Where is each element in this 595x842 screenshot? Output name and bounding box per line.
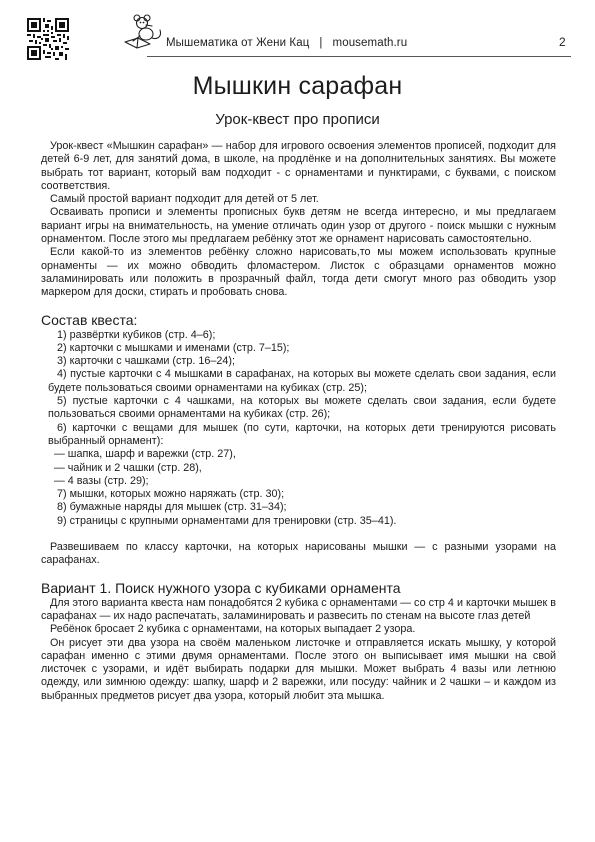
variant1-heading: Вариант 1. Поиск нужного узора с кубиками орнамента [41,579,401,596]
page-number: 2 [559,35,566,49]
page-subtitle: Урок-квест про прописи [215,111,380,128]
intro-paragraph: Если какой-то из элементов ребёнку сложно нарисовать,то мы можем использовать крупные орнаменты — их можно обводить фломастером. Листок с образцами орнаментов можно заламинировать или положить в прозрачный файл, тогда дети смогут много раз обводить узор маркером для доски, стирать и пробовать снова. [41,246,556,299]
header-separator: | [319,37,323,49]
variant1-paragraph: Ребёнок бросает 2 кубика с орнаментами, на которых выпадает 2 узора. [50,623,416,636]
sub-list-item: — 4 вазы (стр. 29); [54,474,149,487]
list-item: 1) развёртки кубиков (стр. 4–6); [57,328,216,341]
variant1-paragraph: Для этого варианта квеста нам понадобятся 2 кубика с орнаментами — со стр 4 и карточки мышек в сарафанах — их надо распечатать, заламинировать и развесить по стенам на высоте глаз детей [41,596,556,622]
document-body [41,140,556,703]
list-item: 6) карточки с вещами для мышек (по сути, карточки, на которых дети тренируются рисовать выбранный орнамент): [48,421,556,447]
list-item: 5) пустые карточки с 4 чашками, на которых вы можете сделать свои задания, если будете пользоваться своими орнаментами на кубиках (стр. 26); [48,395,556,421]
header-rule [147,56,571,57]
sub-list-item: — чайник и 2 чашки (стр. 28), [54,461,202,474]
page-title: Мышкин сарафан [192,72,403,100]
list-item: 2) карточки с мышками и именами (стр. 7–15); [57,341,290,354]
site-name: Мышематика от Жени Кац [166,37,310,49]
variant1-paragraph: Он рисует эти два узора на своём маленьком листочке и отправляется искать мышку, у которой сарафан именно с этими двумя орнаментами. После этого он выписывает имя мышки на свой листочек с узорами, и идёт выбирать подарки для мышки. Может выбрать 4 вазы или летнюю одежду, или зимнюю одежду: шапку, шарф и 2 варежки, или посуду: чайник и 2 чашки – и каждом из выбранных предметов рисует два узора, который любит эта мышка. [41,636,556,702]
site-url: mousemath.ru [332,37,408,49]
qr-code-icon [27,18,69,60]
list-item: 4) пустые карточки с 4 мышками в сарафанах, на которых вы можете сделать свои задания, если будете пользоваться своими орнаментами на кубиках (стр. 25); [48,368,556,394]
mouse-reading-book-icon [122,14,164,52]
list-item: 8) бумажные наряды для мышек (стр. 31–34); [57,501,287,514]
list-item: 9) страницы с крупными орнаментами для тренировки (стр. 35–41). [57,514,397,527]
contents-note: Развешиваем по классу карточки, на которых нарисованы мышки — с разными узорами на сарафанах. [41,541,556,567]
intro-paragraph: Осваивать прописи и элементы прописных букв детям не всегда интересно, и мы предлагаем вариант игры на внимательность, на умение отличать один узор от другого - поиск мышки с нужным орнаментом. После этого мы предлагаем ребёнку этот же орнамент нарисовать самостоятельно. [41,206,556,246]
sub-list-item: — шапка, шарф и варежки (стр. 27), [54,448,236,461]
intro-paragraph: Урок-квест «Мышкин сарафан» — набор для игрового освоения элементов прописей, подходит для детей 6-9 лет, для занятий дома, в школе, на продлёнке и на дополнительных занятиях. Вы можете выбрать тот вариант, который вам подходит - с орнаментами и пунктирами, с буквами, с поиском соответствия. [41,140,556,192]
contents-heading: Состав квеста: [41,311,138,328]
list-item: 7) мышки, которых можно наряжать (стр. 30); [57,488,285,501]
intro-paragraph: Самый простой вариант подходит для детей от 5 лет. [50,193,319,206]
running-header [166,37,407,49]
list-item: 3) карточки с чашками (стр. 16–24); [57,355,235,368]
